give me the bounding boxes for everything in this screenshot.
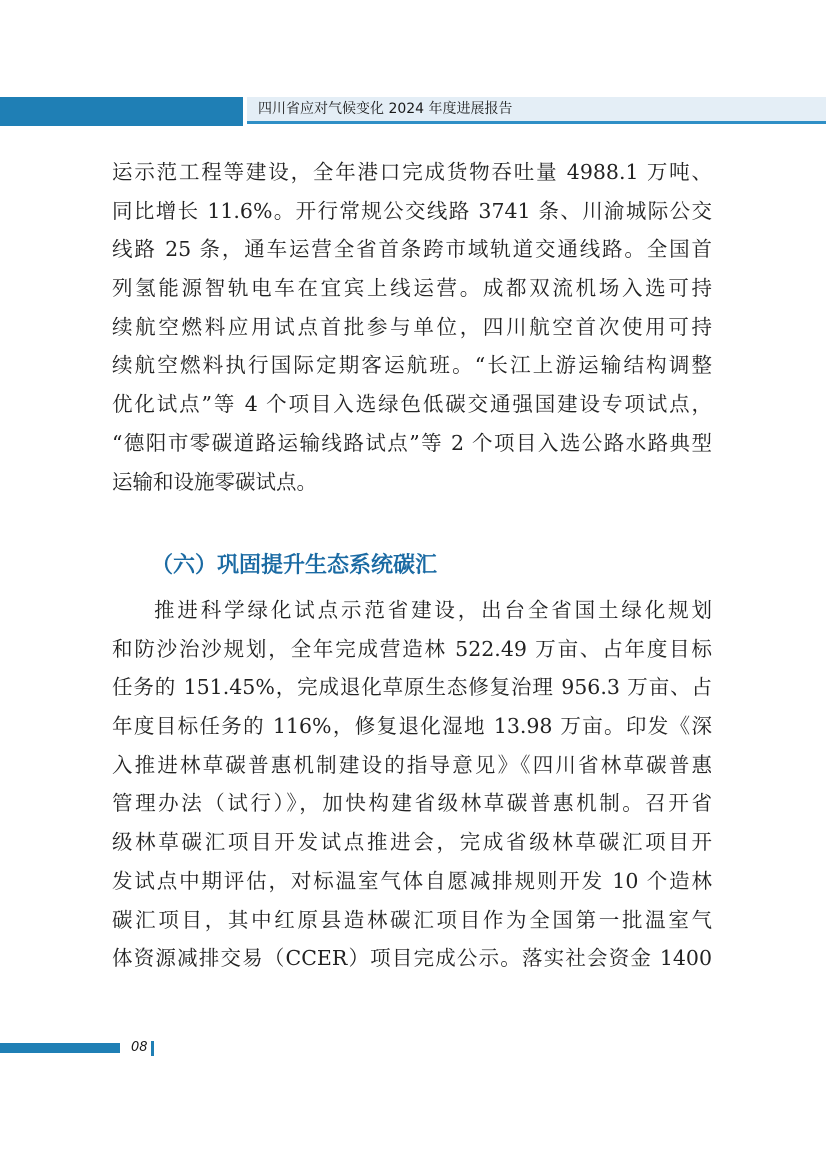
- text-line: 续航空燃料执行国际定期客运航班。“长江上游运输结构调整: [112, 353, 712, 378]
- text-line: 运输和设施零碳试点。: [112, 469, 317, 494]
- text-line: 推进科学绿化试点示范省建设，出台全省国土绿化规划: [154, 598, 712, 622]
- text-line: 任务的 151.45%，完成退化草原生态修复治理 956.3 万亩、占: [112, 675, 712, 700]
- text-line: “德阳市零碳道路运输线路试点”等 2 个项目入选公路水路典型: [112, 430, 712, 455]
- text-line: 碳汇项目，其中红原县造林碳汇项目作为全国第一批温室气: [112, 907, 712, 932]
- section-heading: （六）巩固提升生态系统碳汇: [151, 552, 438, 578]
- paragraph-continued: [112, 153, 712, 501]
- text-line: 列氢能源智轨电车在宜宾上线运营。成都双流机场入选可持: [112, 276, 712, 301]
- text-line: 线路 25 条，通车运营全省首条跨市域轨道交通线路。全国首: [112, 237, 712, 262]
- text-line: 和防沙治沙规划，全年完成营造林 522.49 万亩、占年度目标: [112, 636, 712, 661]
- page-number-tick: [151, 1041, 154, 1056]
- text-line: 管理办法（试行）》，加快构建省级林草碳普惠机制。召开省: [112, 791, 712, 816]
- header-accent-bar: [0, 97, 243, 126]
- page-number: 08: [131, 1040, 148, 1055]
- paragraph-main: [112, 591, 712, 978]
- footer-accent-bar: [0, 1043, 120, 1053]
- text-line: 续航空燃料应用试点首批参与单位，四川航空首次使用可持: [112, 314, 712, 339]
- text-line: 优化试点”等 4 个项目入选绿色低碳交通强国建设专项试点，: [112, 392, 712, 417]
- text-line: 年度目标任务的 116%，修复退化湿地 13.98 万亩。印发《深: [112, 714, 712, 739]
- text-line: 同比增长 11.6%。开行常规公交线路 3741 条、川渝城际公交: [112, 198, 712, 223]
- text-line: 入推进林草碳普惠机制建设的指导意见》《四川省林草碳普惠: [112, 752, 712, 777]
- header-underline: [247, 121, 826, 124]
- running-header-title: 四川省应对气候变化 2024 年度进展报告: [258, 101, 513, 117]
- text-line: 发试点中期评估，对标温室气体自愿减排规则开发 10 个造林: [112, 868, 712, 893]
- text-line: 运示范工程等建设，全年港口完成货物吞吐量 4988.1 万吨、: [112, 160, 712, 184]
- text-line: 体资源减排交易（CCER）项目完成公示。落实社会资金 1400: [112, 946, 712, 971]
- text-line: 级林草碳汇项目开发试点推进会，完成省级林草碳汇项目开: [112, 830, 712, 855]
